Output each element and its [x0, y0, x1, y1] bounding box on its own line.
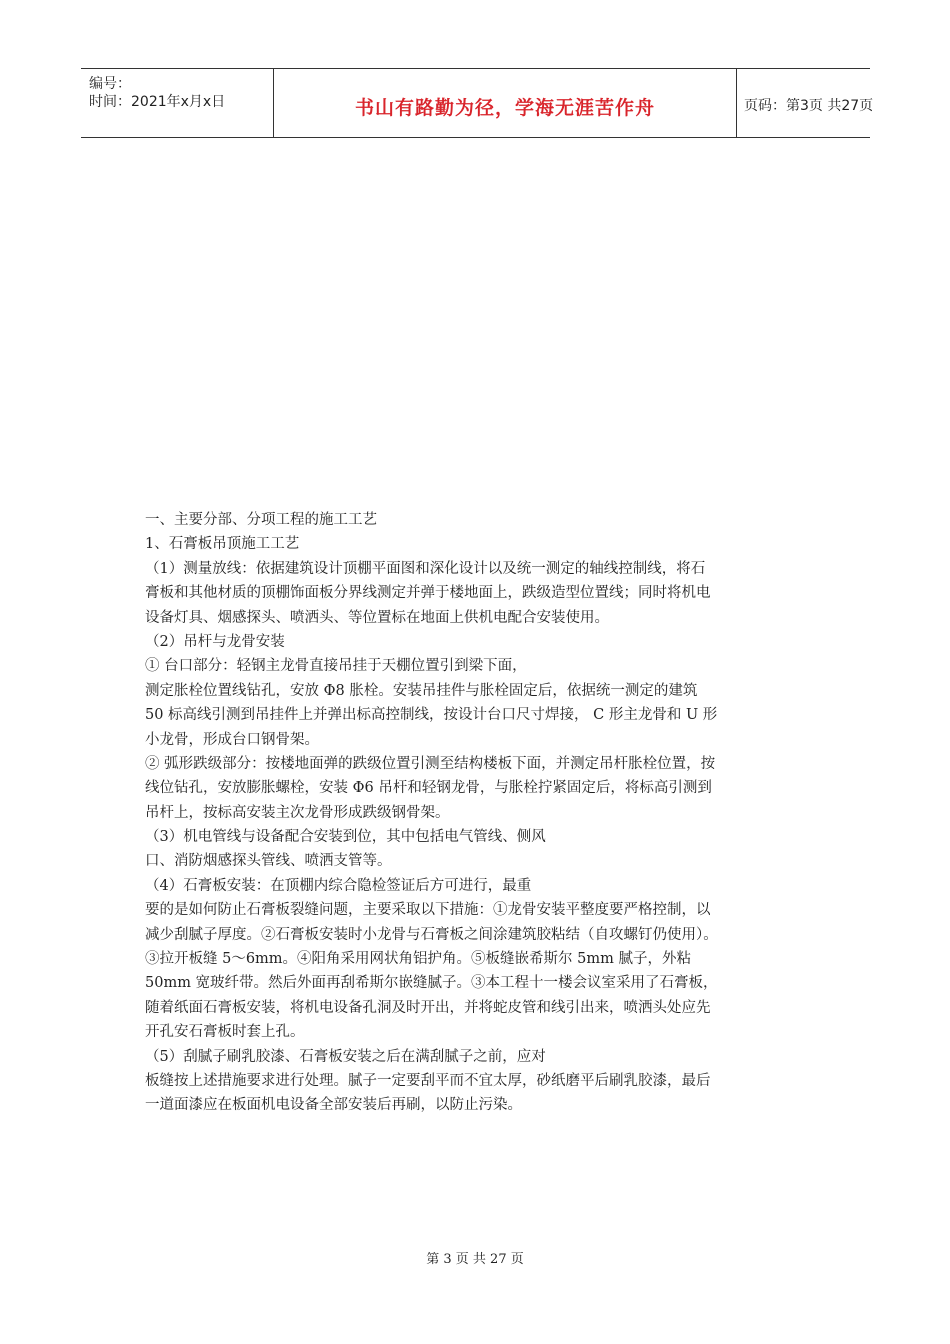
body-text-line: 一、主要分部、分项工程的施工工艺 — [145, 512, 377, 528]
body-text-line: 线位钻孔，安放膨胀螺栓，安装 Φ6 吊杆和轻钢龙骨，与胀栓拧紧固定后，将标高引测到 — [145, 780, 712, 797]
body-text-line: 1、石膏板吊顶施工工艺 — [145, 536, 300, 553]
page-footer: 第 3 页 共 27 页 — [426, 1252, 524, 1267]
body-text-line: 开孔安石膏板时套上孔。 — [145, 1024, 305, 1041]
body-text-line: 要的是如何防止石膏板裂缝问题，主要采取以下措施：①龙骨安装平整度要严格控制，以 — [145, 902, 711, 919]
body-text-line: （5）刮腻子刷乳胶漆、石膏板安装之后在满刮腻子之前，应对 — [145, 1048, 546, 1065]
header-left-cell — [81, 69, 273, 137]
body-text-line: 50mm 宽玻纤带。然后外面再刮希斯尔嵌缝腻子。③本工程十一楼会议室采用了石膏板， — [145, 975, 718, 992]
header-motto-cell — [273, 69, 737, 137]
document-number-label: 编号： — [89, 76, 131, 92]
body-text-line: 膏板和其他材质的顶棚饰面板分界线测定并弹于楼地面上，跌级造型位置线；同时将机电 — [145, 585, 711, 602]
body-text-line: （3）机电管线与设备配合安装到位，其中包括电气管线、侧风 — [145, 829, 546, 846]
body-text-line: ② 弧形跌级部分：按楼地面弹的跌级位置引测至结构楼板下面，并测定吊杆胀栓位置，按 — [145, 755, 716, 772]
body-text-line: （1）测量放线：依据建筑设计顶棚平面图和深化设计以及统一测定的轴线控制线，将石 — [145, 560, 706, 577]
body-text-line: 小龙骨，形成台口钢骨架。 — [145, 731, 319, 748]
body-text-line: 测定胀栓位置线钻孔，安放 Φ8 胀栓。安装吊挂件与胀栓固定后，依据统一测定的建筑 — [145, 682, 698, 699]
header-page-number: 页码：第3页 共27页 — [744, 98, 874, 114]
body-text-line: 减少刮腻子厚度。②石膏板安装时小龙骨与石膏板之间涂建筑胶粘结（自攻螺钉仍使用）。 — [145, 926, 718, 943]
body-text-line: 板缝按上述措施要求进行处理。腻子一定要刮平而不宜太厚，砂纸磨平后刷乳胶漆，最后 — [145, 1072, 711, 1089]
document-time-label: 时间：2021年x月x日 — [89, 94, 226, 110]
body-text-line: 设备灯具、烟感探头、喷洒头、等位置标在地面上供机电配合安装使用。 — [145, 609, 609, 626]
body-text-line: （2）吊杆与龙骨安装 — [145, 633, 285, 650]
page-header — [81, 68, 874, 138]
body-text-line: ③拉开板缝 5～6mm。④阳角采用网状角铝护角。⑤板缝嵌希斯尔 5mm 腻子，外粘 — [145, 951, 691, 968]
body-text-line: 吊杆上，按标高安装主次龙骨形成跌级钢骨架。 — [145, 804, 450, 821]
body-text-line: 50 标高线引测到吊挂件上并弹出标高控制线，按设计台口尺寸焊接， C 形主龙骨和 U 形 — [145, 707, 718, 724]
body-text-line: 一道面漆应在板面机电设备全部安装后再刷，以防止污染。 — [145, 1097, 522, 1114]
body-text-line: 随着纸面石膏板安装，将机电设备孔洞及时开出，并将蛇皮管和线引出来，喷洒头处应先 — [145, 999, 711, 1016]
document-body — [145, 508, 813, 1118]
body-text-line: ① 台口部分：轻钢主龙骨直接吊挂于天棚位置引到梁下面， — [145, 658, 527, 675]
header-right-cell — [736, 69, 874, 137]
body-text-line: （4）石膏板安装：在顶棚内综合隐检签证后方可进行，最重 — [145, 877, 532, 894]
body-text-line: 口、消防烟感探头管线、喷洒支管等。 — [145, 853, 392, 870]
header-motto: 书山有路勤为径，学海无涯苦作舟 — [354, 97, 655, 119]
